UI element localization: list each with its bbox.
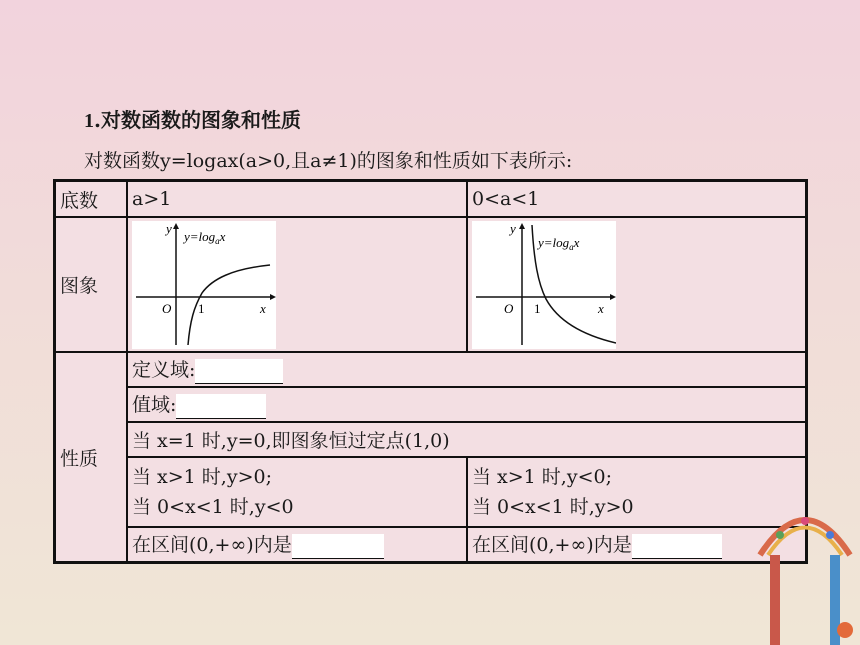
properties-table [53,179,808,564]
section-number: 1 [84,110,94,132]
sign2-line1: 当 x>1 时,y<0; [472,466,612,488]
x-axis-arrow [610,294,616,300]
deco-ball [837,622,853,638]
log-graph-increasing [132,221,276,349]
mono2-blank[interactable] [632,534,722,559]
y-axis-label: y [166,220,172,236]
deco-dot [801,517,809,525]
section-heading [84,104,301,133]
domain-row [55,352,807,387]
y-axis-arrow [173,223,179,229]
fixed-point-cell: 当 x=1 时,y=0,即图象恒过定点(1,0) [127,422,807,457]
mono2-label: 在区间(0,+∞)内是 [472,534,632,557]
mono1-blank[interactable] [292,534,384,559]
mono-cell-1 [127,527,467,563]
sign-row [55,457,807,527]
deco-dot [776,531,784,539]
origin-label: O [504,300,514,316]
deco-dot [826,531,834,539]
sign1-line1: 当 x>1 时,y>0; [132,466,272,488]
properties-label: 性质 [55,352,128,563]
case-a-gt-1: a>1 [127,181,467,218]
range-blank[interactable] [176,394,266,419]
function-label: $y=\log_ax$ [538,234,580,252]
mono1-label: 在区间(0,+∞)内是 [132,534,292,557]
intro-text: 对数函数y=logax(a>0,且a≠1)的图象和性质如下表所示: [84,150,573,172]
domain-label: 定义域: [132,359,196,382]
graph-row [55,217,807,352]
graph-label: 图象 [55,217,128,352]
decorative-carousel-icon [750,495,860,645]
range-cell [127,387,807,422]
base-row [55,181,807,218]
domain-blank[interactable] [195,359,283,384]
one-label: 1 [534,300,541,316]
base-label: 底数 [55,181,128,218]
graph-cell-1 [127,217,467,352]
sign2-line2: 当 0<x<1 时,y>0 [472,496,634,518]
case-a-lt-1: 0<a<1 [467,181,807,218]
deco-pillar-left [770,555,780,645]
x-axis-label: x [260,300,266,316]
range-row [55,387,807,422]
y-axis-label: y [510,220,516,236]
domain-cell [127,352,807,387]
monotonic-row [55,527,807,563]
section-title: .对数函数的图象和性质 [94,108,301,132]
function-label: $y=\log_ax$ [184,228,226,246]
sign-cell-1 [127,457,467,527]
log-graph-decreasing [472,221,616,349]
fixed-point-row [55,422,807,457]
one-label: 1 [198,300,205,316]
range-label: 值域: [132,394,177,417]
y-axis-arrow [519,223,525,229]
x-axis-label: x [598,300,604,316]
x-axis-arrow [270,294,276,300]
origin-label: O [162,300,172,316]
graph-cell-2 [467,217,807,352]
sign1-line2: 当 0<x<1 时,y<0 [132,496,294,518]
